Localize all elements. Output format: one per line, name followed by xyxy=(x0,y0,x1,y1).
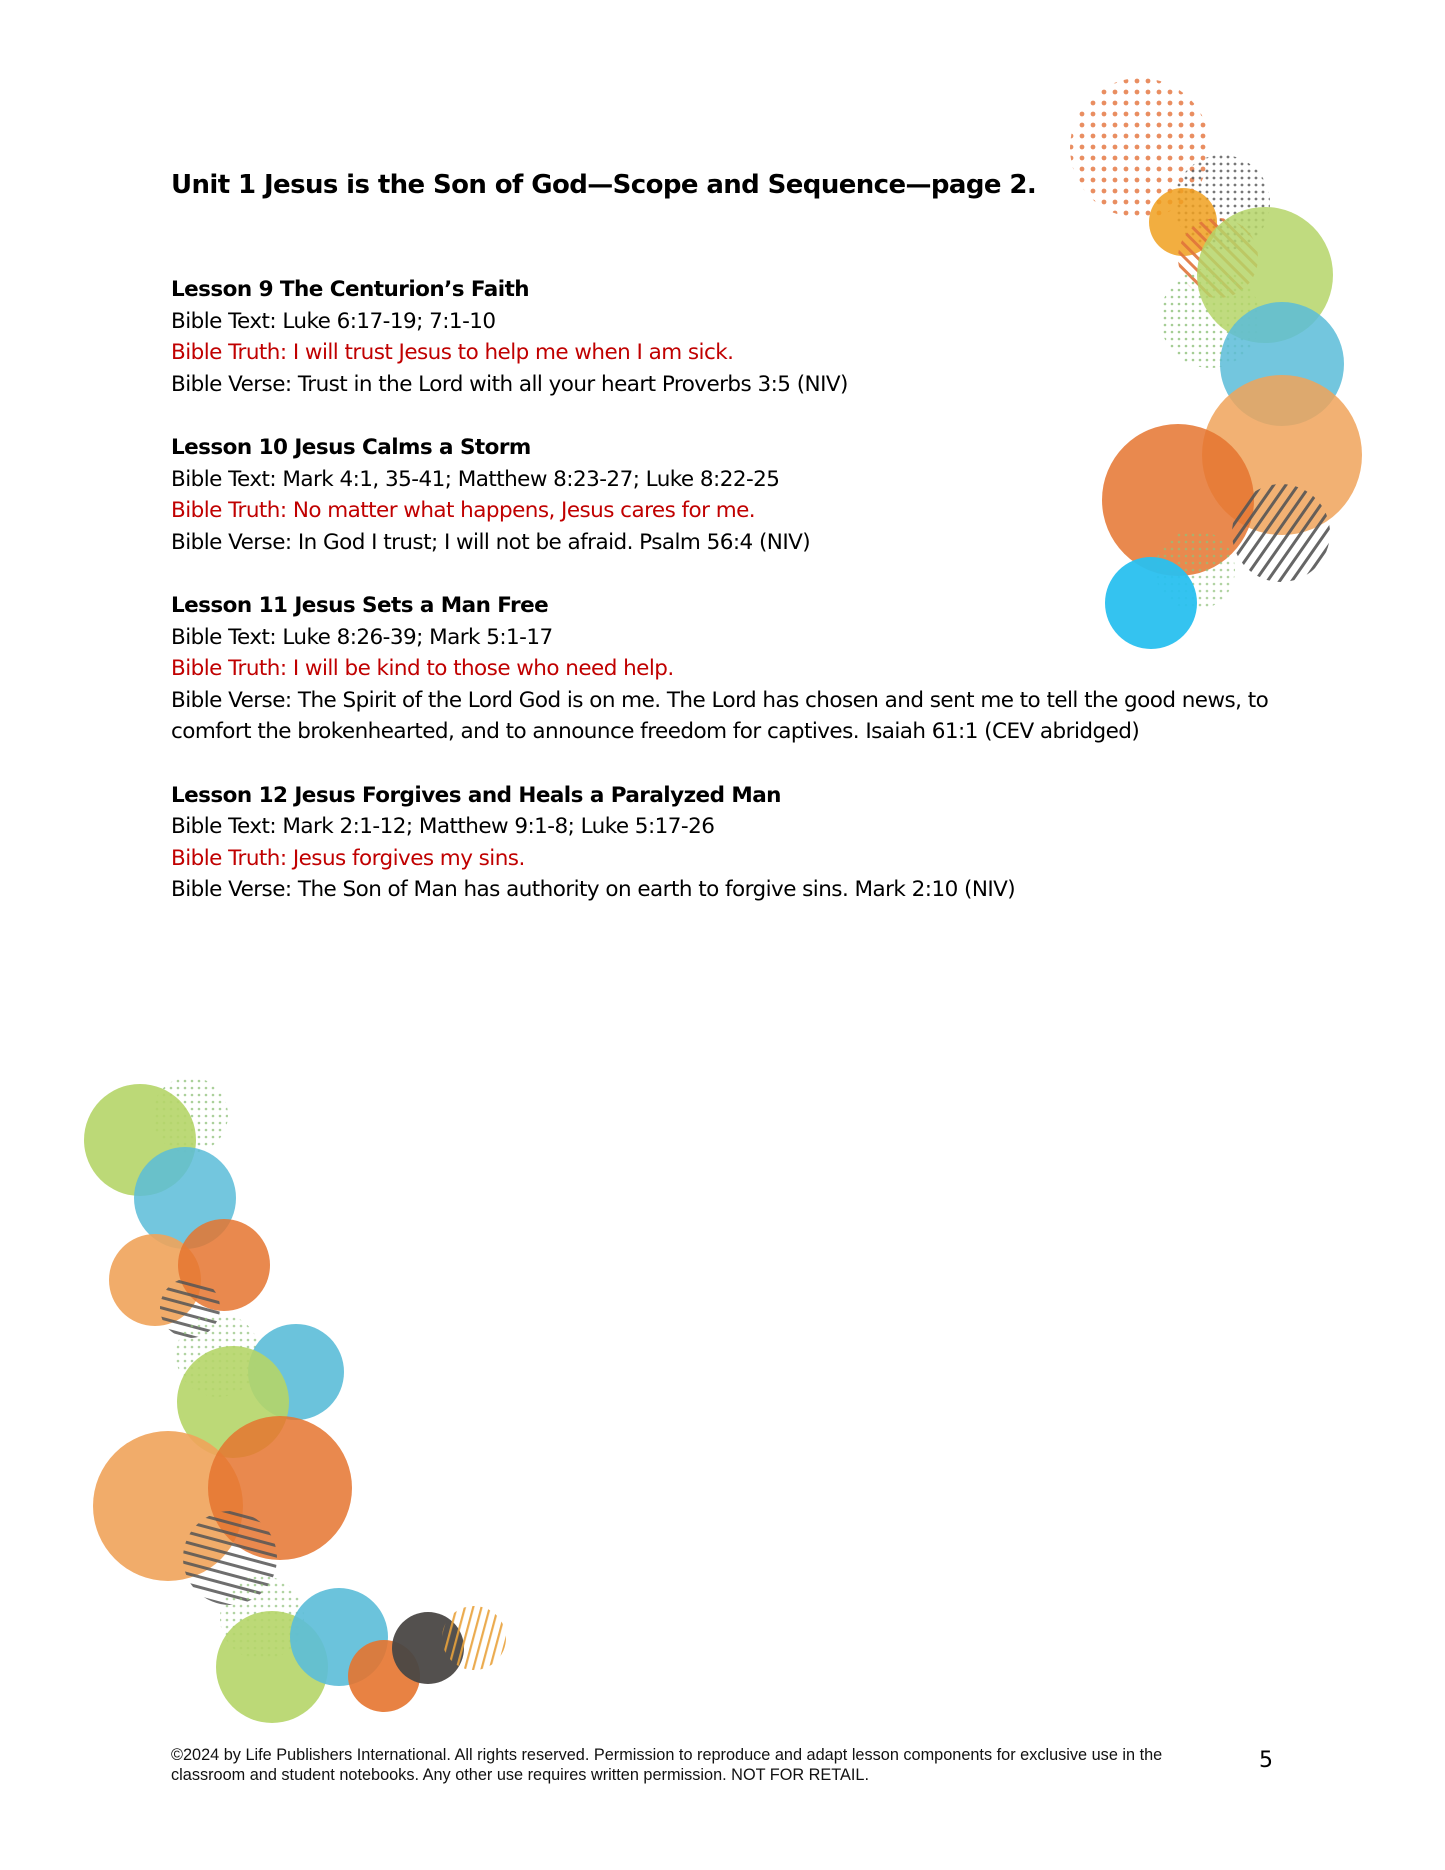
lesson-9 xyxy=(171,274,1301,400)
lesson-title: Lesson 11 Jesus Sets a Man Free xyxy=(171,592,549,618)
bible-text: Bible Text: Mark 4:1, 35-41; Matthew 8:23-27; Luke 8:22-25 xyxy=(171,466,780,492)
bible-verse: Bible Verse: Trust in the Lord with all your heart Proverbs 3:5 (NIV) xyxy=(171,371,848,397)
copyright-footer: ©2024 by Life Publishers International. All rights reserved. Permission to reproduce and adapt lesson components for exclusive use in the classroom and student notebooks. Any other use requires written permission. NOT FOR RETAIL. xyxy=(171,1746,1163,1784)
lesson-11 xyxy=(171,590,1301,748)
bible-text: Bible Text: Mark 2:1-12; Matthew 9:1-8; Luke 5:17-26 xyxy=(171,814,715,840)
lesson-title: Lesson 12 Jesus Forgives and Heals a Paralyzed Man xyxy=(171,782,781,808)
page-number: 5 xyxy=(1259,1748,1273,1773)
bible-text: Bible Text: Luke 6:17-19; 7:1-10 xyxy=(171,308,496,334)
lesson-12 xyxy=(171,780,1301,906)
lesson-title: Lesson 9 The Centurion’s Faith xyxy=(171,277,530,302)
bible-verse: Bible Verse: In God I trust; I will not be afraid. Psalm 56:4 (NIV) xyxy=(171,529,811,555)
bottom-left-circle-cluster xyxy=(84,1077,506,1723)
lesson-title: Lesson 10 Jesus Calms a Storm xyxy=(171,434,531,460)
lesson-10 xyxy=(171,432,1301,558)
bible-truth: Bible Truth: I will trust Jesus to help me when I am sick. xyxy=(171,340,734,366)
bible-truth: Bible Truth: No matter what happens, Jesus cares for me. xyxy=(171,498,756,524)
bible-verse: Bible Verse: The Spirit of the Lord God is on me. The Lord has chosen and sent me to tell the good news, to comfort the brokenhearted, and to announce freedom for captives. Isaiah 61:1 (CEV abridged) xyxy=(171,687,1269,745)
bible-truth: Bible Truth: I will be kind to those who need help. xyxy=(171,656,674,682)
lesson-list xyxy=(171,274,1301,937)
page-title: Unit 1 Jesus is the Son of God—Scope and Sequence—page 2. xyxy=(171,170,1037,200)
bible-text: Bible Text: Luke 8:26-39; Mark 5:1-17 xyxy=(171,624,553,650)
bible-verse: Bible Verse: The Son of Man has authority on earth to forgive sins. Mark 2:10 (NIV) xyxy=(171,877,1016,903)
bible-truth: Bible Truth: Jesus forgives my sins. xyxy=(171,845,525,871)
